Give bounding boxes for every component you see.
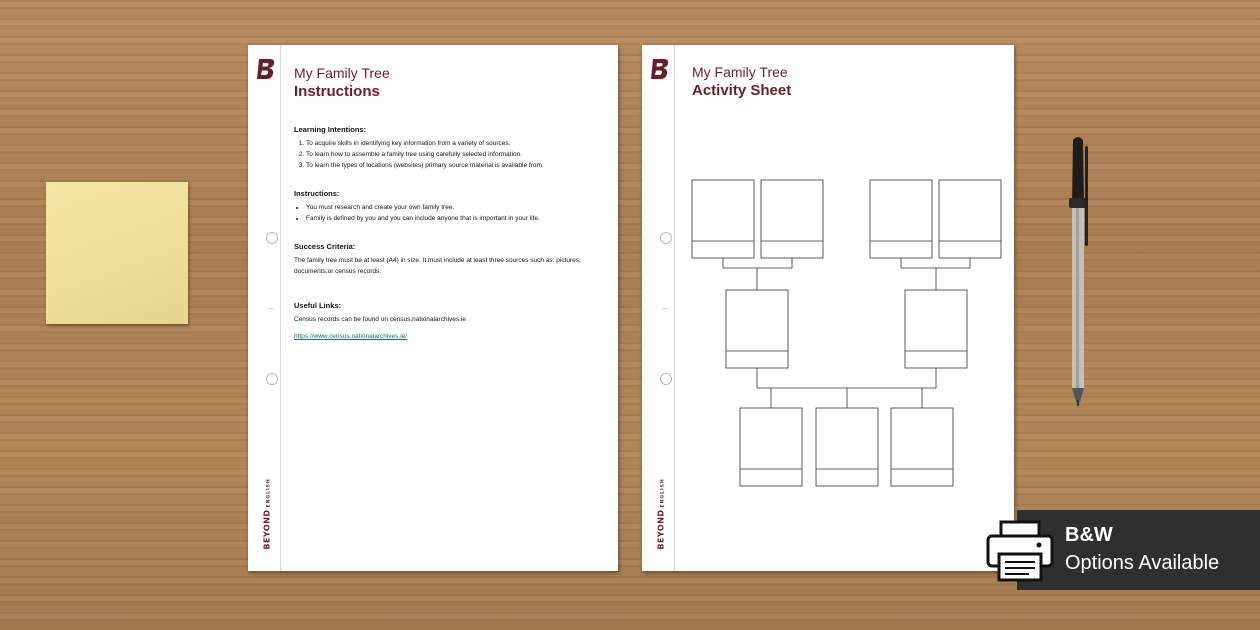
tree-box [891,408,953,486]
success-section [294,242,610,277]
sheet-title: My Family Tree [294,65,390,81]
badge-title: B&W [1065,524,1113,546]
bw-options-badge [1017,510,1260,590]
list-item: 2. To learn how to assemble a family tree using carefully selected information. [306,149,610,160]
sheet-title: My Family Tree [692,64,788,80]
list-item: • Family is defined by you and you can include anyone that is important in your life. [306,213,610,224]
brand-sub: ENGLISH [266,478,272,508]
brand-main: BEYOND [262,509,272,550]
binder-hole [266,373,278,385]
tree-box [761,180,823,258]
fold-mark [268,308,274,309]
list-item: 1. To acquire skills in identifying key information from a variety of sources. [306,138,610,149]
sheet-subtitle: Activity Sheet [692,82,792,99]
printer-icon [985,518,1055,584]
learning-section [294,125,610,171]
binder-hole [266,232,278,244]
activity-sheet [642,45,1014,571]
links-text: Census records can be found on census.nationalarchives.ie [294,316,466,323]
family-tree-diagram [642,45,1014,571]
instructions-content [294,125,610,355]
tree-box [726,290,788,368]
list-item: • You must research and create your own family tree. [306,202,610,213]
census-link[interactable]: https://www.census.nationalarchives.ie/ [294,333,408,340]
instructions-heading: Instructions: [294,189,340,198]
beyond-logo-icon [256,57,276,81]
margin-line [280,45,281,571]
sheet-subtitle: Instructions [294,83,380,100]
sticky-note [46,182,188,324]
brand-wordmark [254,471,274,557]
tree-box [939,180,1001,258]
links-section [294,301,610,343]
tree-box [692,180,754,258]
tree-box [816,408,878,486]
badge-subtitle: Options Available [1065,552,1220,574]
success-text: The family tree must be at least (A4) in size. It must include at least three sources such as: pictures, documents,or census records. [294,257,581,275]
brand-sub: ENGLISH [660,478,666,508]
brand-main: BEYOND [656,509,666,550]
tree-box [905,290,967,368]
instructions-sheet [248,45,618,571]
list-item: 3. To learn the types of locations (websites) primary source material is available from. [306,160,610,171]
pen [1064,136,1092,408]
instructions-section [294,189,610,224]
success-heading: Success Criteria: [294,242,356,251]
tree-box [870,180,932,258]
links-heading: Useful Links: [294,301,342,310]
learning-heading: Learning Intentions: [294,125,367,134]
tree-box [740,408,802,486]
